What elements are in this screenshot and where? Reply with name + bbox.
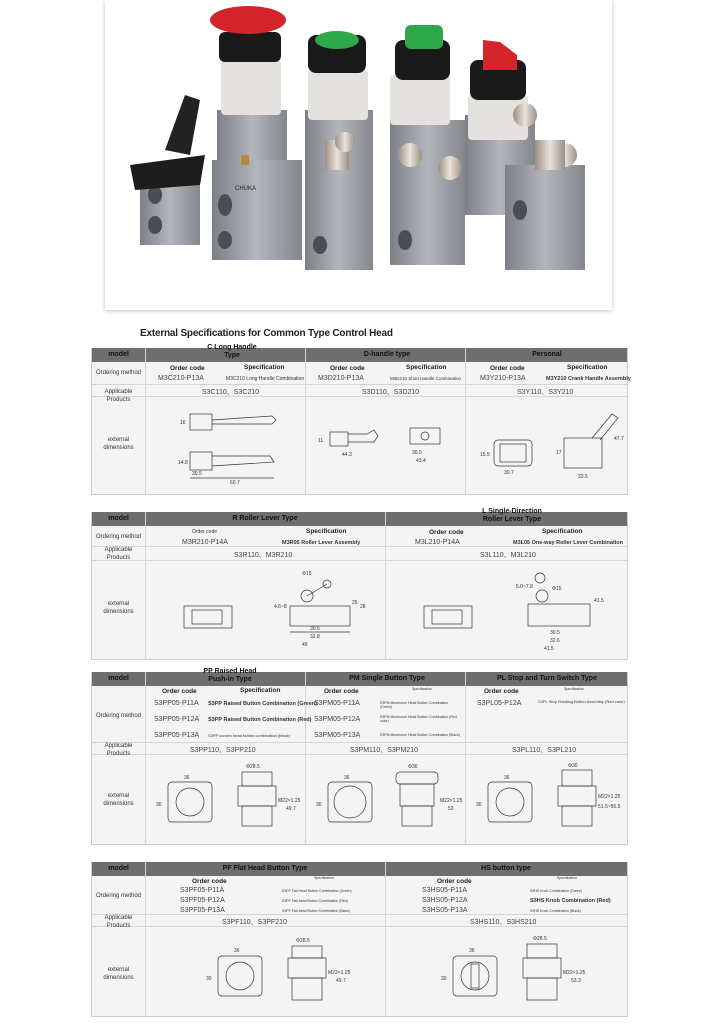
spec-table-1 bbox=[91, 344, 631, 495]
dim-label: 32.6 bbox=[550, 638, 560, 644]
spec-header: Specification bbox=[412, 687, 432, 691]
spec-table-2 bbox=[91, 508, 628, 660]
spec-value: S3PM Mushroom Head Button Combination (Red color) bbox=[380, 715, 457, 723]
green-flat-valve bbox=[305, 31, 373, 270]
green-raised-valve bbox=[390, 25, 465, 265]
dim-label: 36 bbox=[469, 948, 475, 954]
spec-value: S3PP convex head button combination (black) bbox=[208, 733, 290, 738]
dim-label: 53 bbox=[448, 806, 454, 812]
order-code-header: Order code bbox=[192, 878, 227, 885]
spec-value: S3HS Knob Combination (Black) bbox=[530, 909, 581, 913]
type-personal: Personal bbox=[532, 351, 562, 358]
type-hs: HS button type bbox=[481, 865, 531, 872]
ordering-label: Ordering method bbox=[95, 370, 142, 376]
spec-header: Specification bbox=[240, 687, 281, 694]
order-code: M3R210-P14A bbox=[182, 539, 228, 546]
model-label: model bbox=[108, 865, 129, 872]
external-label: external dimensions bbox=[103, 437, 134, 451]
order-code: S3HS05-P13A bbox=[422, 907, 468, 914]
type-pl: PL Stop and Turn Switch Type bbox=[497, 675, 597, 682]
dim-label: 43.4 bbox=[416, 458, 426, 464]
order-code: S3PM05-P11A bbox=[314, 700, 360, 707]
dim-label: 30.5 bbox=[310, 626, 320, 632]
spec-table-3 bbox=[91, 668, 628, 845]
dim-label: 49.7 bbox=[336, 978, 346, 984]
dim-label: 17 bbox=[556, 450, 562, 456]
ordering-label: Ordering method bbox=[95, 713, 142, 719]
spec-value: S3HS Knob Combination (Red) bbox=[530, 898, 611, 904]
dim-label: 30 bbox=[441, 976, 447, 982]
spec-value: S3PP Raised Button Combination (Green) bbox=[208, 701, 317, 707]
order-code: S3PP05-P11A bbox=[154, 700, 199, 707]
model-label: model bbox=[108, 515, 129, 522]
dim-label: 30 bbox=[476, 802, 482, 808]
order-code: S3PM05-P13A bbox=[314, 732, 361, 739]
dim-label: M22×1.25 bbox=[278, 798, 301, 804]
spec-value: M3L05 One-way Roller Lever Combination bbox=[513, 540, 624, 546]
order-code-header: Order code bbox=[437, 878, 472, 885]
dim-label: Φ15 bbox=[302, 571, 312, 577]
ordering-label: Ordering method bbox=[95, 534, 142, 540]
order-code-header: Order code bbox=[192, 529, 218, 535]
external-label: external dimensions bbox=[103, 601, 134, 615]
dim-label: 36 bbox=[504, 775, 510, 781]
pf-drawing bbox=[206, 934, 362, 1014]
spec-value: S3PM Mushroom Head Button Combination (Black) bbox=[380, 733, 460, 737]
dim-label: Φ28.5 bbox=[246, 764, 260, 770]
order-code: S3PP05-P12A bbox=[154, 716, 200, 723]
dim-label: 4.6~8 bbox=[274, 604, 287, 610]
dim-label: 30.5 bbox=[412, 450, 422, 456]
order-code-header: Order code bbox=[429, 529, 464, 536]
c-handle-drawing bbox=[152, 406, 302, 486]
dim-label: 30.7 bbox=[504, 470, 514, 476]
dim-label: 30 bbox=[206, 976, 212, 982]
dim-label: 49.7 bbox=[286, 806, 296, 812]
dim-label: 25 bbox=[352, 600, 358, 606]
red-mushroom-valve bbox=[210, 6, 302, 260]
dim-label: Φ28.5 bbox=[533, 936, 547, 942]
d-handle-drawing bbox=[312, 406, 462, 486]
applicable-label: Applicable Products bbox=[104, 743, 133, 757]
order-code: S3PP05-P13A bbox=[154, 732, 200, 739]
products-value: S3C110、S3C210 bbox=[202, 389, 260, 396]
products-value: S3PF110、S3PF210 bbox=[222, 919, 287, 926]
applicable-label: Applicable Products bbox=[104, 915, 133, 929]
spec-value: S3PP Raised Button Combination (Red) bbox=[208, 717, 312, 723]
order-code: S3HS05-P12A bbox=[422, 897, 468, 904]
products-value: S3PL110、S3PL210 bbox=[512, 747, 577, 754]
dim-label: 36 bbox=[234, 948, 240, 954]
products-value: S3Y110、S3Y210 bbox=[517, 389, 574, 396]
dim-label: Φ15 bbox=[552, 586, 562, 592]
model-label: model bbox=[108, 351, 129, 358]
r-roller-drawing bbox=[172, 566, 382, 656]
spec-header: Specification bbox=[567, 364, 608, 371]
products-value: S3HS110、S3HS210 bbox=[470, 919, 537, 926]
order-code-header: Order code bbox=[162, 688, 197, 695]
products-value: S3R110、M3R210 bbox=[234, 552, 293, 559]
order-code: S3PM05-P12A bbox=[314, 716, 361, 723]
red-selector-valve bbox=[465, 40, 585, 270]
dim-label: 16 bbox=[180, 420, 186, 426]
pp-drawing bbox=[156, 762, 302, 842]
external-label: external dimensions bbox=[103, 967, 134, 981]
dim-label: M22×1.25 bbox=[563, 970, 586, 976]
spec-value: M3D210 Short Handle Combination bbox=[390, 376, 462, 381]
order-code-header: Order code bbox=[484, 688, 519, 695]
dim-label: 15.5 bbox=[480, 452, 490, 458]
order-code: M3C210-P13A bbox=[158, 375, 204, 382]
dim-label: 30.5 bbox=[550, 630, 560, 636]
order-code-header: Order code bbox=[330, 365, 365, 372]
dim-label: 36 bbox=[184, 775, 190, 781]
products-value: S3PM110、S3PM210 bbox=[350, 747, 418, 754]
spec-header: Specification bbox=[557, 876, 577, 880]
products-value: S3PP110、S3PP210 bbox=[190, 747, 256, 754]
order-code-header: Order code bbox=[170, 365, 205, 372]
lever-valve bbox=[130, 95, 205, 245]
type-pf: PF Flat Head Button Type bbox=[222, 865, 308, 872]
spec-header: Specification bbox=[542, 528, 583, 535]
dim-label: M22×1.25 bbox=[598, 794, 621, 800]
dim-label: 33.5 bbox=[578, 474, 588, 480]
pl-drawing bbox=[476, 762, 627, 842]
model-label: model bbox=[108, 675, 129, 682]
dim-label: 49 bbox=[302, 642, 308, 648]
order-code-header: Order code bbox=[324, 688, 359, 695]
spec-value: S3PF Flat-head Button Combination (Black) bbox=[282, 909, 351, 913]
order-code: M3L210-P14A bbox=[415, 539, 460, 546]
type-d-handle: D-handle type bbox=[363, 351, 411, 358]
dim-label: 30.5 bbox=[192, 471, 202, 477]
spec-header: Specification bbox=[314, 876, 334, 880]
spec-value: S3PL Stop Rotating Button Assembly (Red color) bbox=[538, 699, 625, 704]
order-code: S3HS05-P11A bbox=[422, 887, 468, 894]
dim-label: M22×1.25 bbox=[440, 798, 463, 804]
spec-header: Specification bbox=[564, 687, 584, 691]
dim-label: 30 bbox=[316, 802, 322, 808]
spec-header: Specification bbox=[406, 364, 447, 371]
order-code: S3PF05-P13A bbox=[180, 907, 225, 914]
dim-label: Φ36 bbox=[408, 764, 418, 770]
spec-value: S3PF Flat-head Button Combination (Red) bbox=[282, 899, 348, 903]
dim-label: 41.5 bbox=[544, 646, 554, 652]
spec-value: M3C210 Long Handle Combination bbox=[226, 376, 305, 382]
dim-label: 51.5~56.5 bbox=[598, 804, 621, 810]
products-value: S3D110、S3D210 bbox=[362, 389, 420, 396]
dim-label: Φ30 bbox=[568, 763, 578, 769]
dim-label: 47.7 bbox=[614, 436, 624, 442]
spec-value: S3PF Flat Head Button Combination (Green) bbox=[282, 889, 352, 893]
valves-illustration bbox=[105, 0, 612, 310]
spec-header: Specification bbox=[306, 528, 347, 535]
dim-label: Φ28.5 bbox=[296, 938, 310, 944]
section-caption: External Specifications for Common Type Control Head bbox=[140, 328, 393, 339]
dim-label: 60.7 bbox=[230, 480, 240, 486]
spec-value: M3R05 Roller Lever Assembly bbox=[282, 540, 361, 546]
dim-label: 53.3 bbox=[571, 978, 581, 984]
pm-drawing bbox=[316, 762, 463, 842]
hs-drawing bbox=[441, 934, 597, 1014]
dim-label: 30 bbox=[156, 802, 162, 808]
dim-label: 11 bbox=[318, 438, 324, 444]
y-crank-drawing bbox=[472, 406, 622, 486]
ordering-label: Ordering method bbox=[95, 893, 142, 899]
products-value: S3L110、M3L210 bbox=[480, 552, 536, 559]
order-code: M3Y210-P13A bbox=[480, 375, 526, 382]
order-code-header: Order code bbox=[490, 365, 525, 372]
order-code: S3PF05-P12A bbox=[180, 897, 225, 904]
type-pm: PM Single Button Type bbox=[349, 675, 425, 682]
type-r-roller: R Roller Lever Type bbox=[232, 515, 298, 522]
dim-label: 14.8 bbox=[178, 460, 188, 466]
type-l-roller: L Single-Direction Roller Lever Type bbox=[482, 508, 542, 523]
dim-label: 41.5 bbox=[594, 598, 604, 604]
applicable-label: Applicable Products bbox=[104, 389, 133, 403]
spec-value: M3Y210 Crank Handle Assembly bbox=[546, 376, 631, 382]
dim-label: M22×1.25 bbox=[328, 970, 351, 976]
spec-value: S3PM Mushroom Head Button Combination (Green) bbox=[380, 701, 449, 709]
applicable-label: Applicable Products bbox=[104, 547, 133, 561]
dim-label: 44.3 bbox=[342, 452, 352, 458]
l-roller-drawing bbox=[412, 566, 622, 656]
dim-label: 28 bbox=[360, 604, 366, 610]
brand-mark: CHUKA bbox=[235, 186, 257, 192]
spec-table-4 bbox=[91, 862, 628, 1017]
spec-value: S3HS Knob Combination (Green) bbox=[530, 889, 582, 893]
type-c-long-handle: C Long Handle Type bbox=[207, 344, 257, 359]
product-photo bbox=[105, 0, 612, 310]
order-code: S3PL05-P12A bbox=[477, 700, 522, 707]
dim-label: 36 bbox=[344, 775, 350, 781]
external-label: external dimensions bbox=[103, 793, 134, 807]
dim-label: 32.8 bbox=[310, 634, 320, 640]
order-code: M3D210-P13A bbox=[318, 375, 364, 382]
order-code: S3PF05-P11A bbox=[180, 887, 225, 894]
dim-label: 5.0~7.8 bbox=[516, 584, 533, 590]
spec-header: Specification bbox=[244, 364, 285, 371]
type-pp: PP Raised Head Push-in Type bbox=[203, 668, 257, 683]
